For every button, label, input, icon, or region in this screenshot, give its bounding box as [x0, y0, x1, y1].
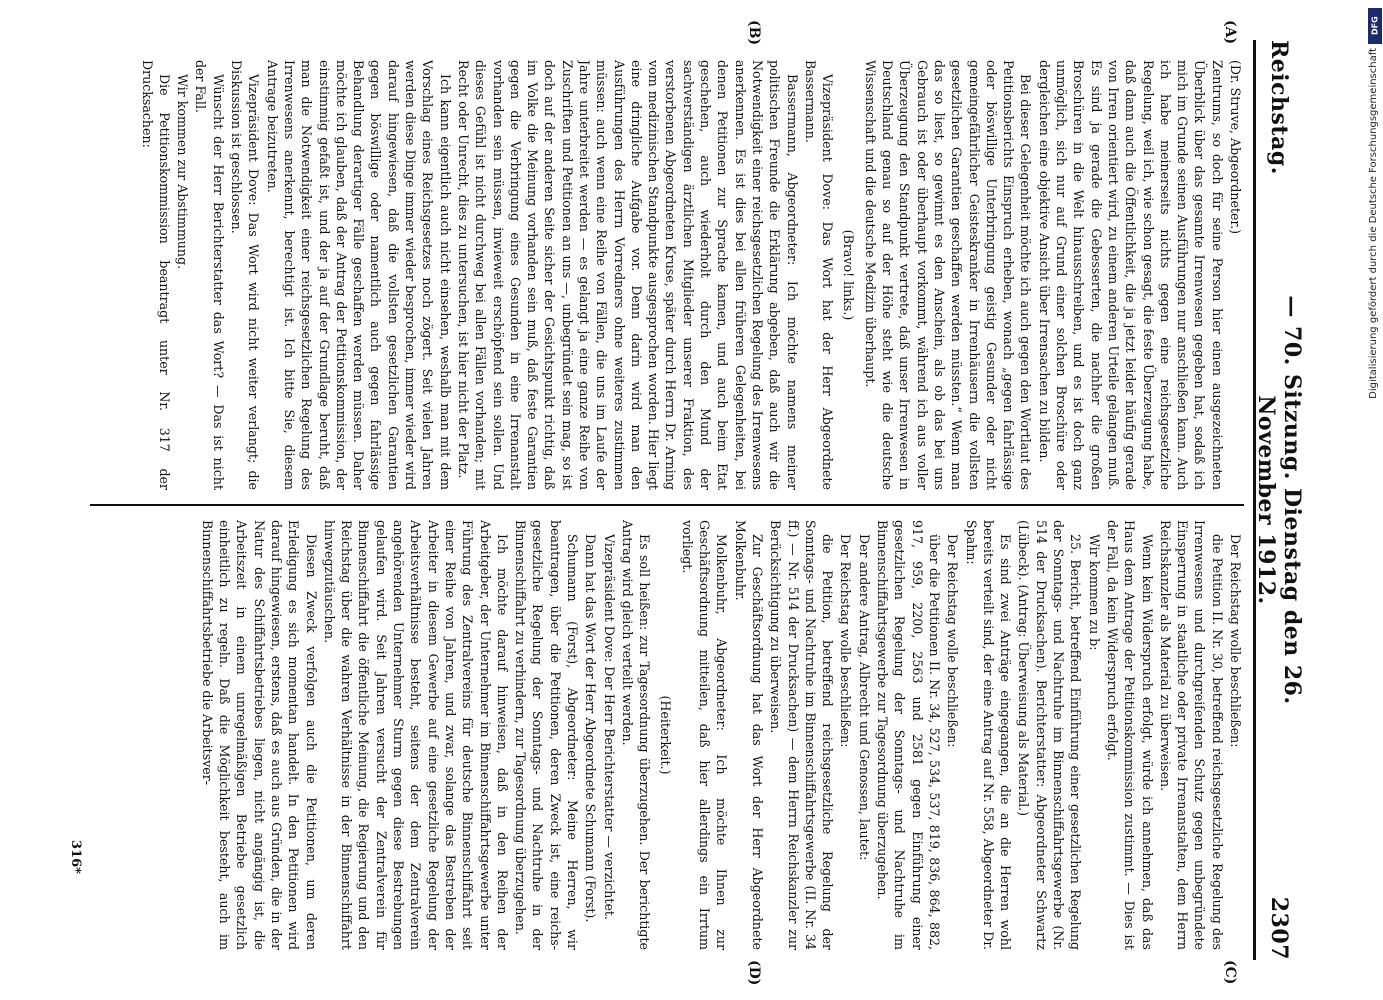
paragraph: die Petition, betreffend reichsgesetzliche Regelung der Sonntags- und Nachtruhe im Binnenschiffahrtsgewerbe (II. Nr. 34 ff.) — Nr. 514 der Drucksachen) — dem Herrn Reichskanzler zur Berücksichtigung zu überweisen. — [768, 520, 836, 950]
paragraph: Diesen Zweck verfolgen auch die Petitionen, um deren Erledigung es sich momentan handelt. In den Petitionen wird darauf hingewiesen, erstens, daß es auch aus Gründen, die in der Natur des Schiffahrtsbetriebes liegen, nicht angängig ist, die Arbeitszeit in einem unregelmäßigen Betriebe gesetzlich einheitlich zu regeln. Daß die Möglichkeit besteht, auch im Binnenschiffahrtsbetriebe die Arbeitsver- — [199, 520, 319, 950]
paragraph: Es sind zwei Anträge eingegangen, die an die Herren wohl bereits verteilt sind, der eine Antrag auf Nr. 558, Abgeordneter Dr. Spahn: — [963, 520, 1014, 950]
paragraph: Zur Geschäftsordnung hat das Wort der Herr Abgeordnete Molkenbuhr. — [732, 520, 765, 950]
paragraph: Dann hat das Wort der Herr Abgeordnete Schumann (Forst). — [583, 534, 599, 923]
applause-note: (Bravo! links.) — [841, 229, 857, 321]
credit-text: Digitalisierung gefördert durch die Deutsche Forschungsgemeinschaft — [1368, 48, 1379, 399]
paragraph: 25. Bericht, betreffend Einführung einer gesetzlichen Regelung der Sonntags- und Nachtruhe im Binnenschiffahrtsgewerbe (Nr. 514 der Drucksachen). Berichterstatter: Abgeordneter Schwartz (Lübeck). (Antrag: Überweisung als Material.) — [1016, 520, 1084, 950]
left-column — [90, 60, 1244, 490]
right-column — [90, 520, 1244, 950]
column-divider — [90, 504, 1244, 506]
paragraph: die Petition II. Nr. 30, betreffend reichsgesetzliche Regelung des Irrenwesens und durchgreifenden Schutz gegen unbegründete Einsperrung in staatliche oder private Irrenanstalten, dem Herrn Reichskanzler als Material zu überweisen. — [1157, 520, 1225, 950]
laughter-note: (Heiterkeit.) — [658, 695, 674, 775]
digitization-credit — [1344, 8, 1380, 748]
paragraph: Molkenbuhr, Abgeordneter: Ich möchte Ihnen zur Geschäftsordnung mitteilen, daß hier allerdings ein Irrtum vorliegt. — [679, 520, 730, 950]
page-number: 2307 — [1266, 896, 1292, 960]
paragraph: Der Reichstag wolle beschließen: — [1228, 534, 1243, 748]
page-header — [1253, 40, 1305, 960]
paragraph: Bei dieser Gelegenheit möchte ich auch gegen den Wortlaut des Petitionsberichts Einspruch erheben, wonach „gegen fahrlässige oder böswillige Unterbringung geistig Gesunder oder nicht gemeingefährlicher Geisteskranker in Irrenhäusern die vollsten gesetzlichen Garantien geschaffen werden müssten.“ Wenn man das so liest, so gewinnt es den Anschein, als ob das bei uns Gebrauch ist oder überhaupt vorkommt, während ich aus voller Überzeugung den Standpunkt vertrete, daß unser Irrenwesen in Deutschland genau so auf der Höhe steht wie die deutsche Wissenschaft und die deutsche Medizin überhaupt. — [862, 60, 1034, 490]
paragraph: Ich möchte darauf hinweisen, daß in den Reihen der Arbeitgeber, der Unternehmer im Binnenschiffahrtsgewerbe unter Führung des Zentralvereins für deutsche Binnenschiffahrt seit einer Reihe von Jahren, und zwar, solange das Bestreben der Arbeiter in diesem Gewerbe auf eine gesetzliche Regelung der Arbeitsverhältnisse besteht, seitens der dem Zentralverein angehörenden Unternehmer Sturm gegen diese Bestrebungen gelaufen wird. Seit Jahren versucht der Zentralverein für Binnenschiffahrt die öffentliche Meinung, die Regierung und den Reichstag über die wahren Verhältnisse in der Binnenschiffahrt hinwegzutäuschen. — [321, 520, 510, 950]
paragraph: Vizepräsident Dove: Das Wort hat der Herr Abgeordnete Bassermann. — [802, 60, 836, 490]
paragraph: Wir kommen zur Abstimmung. — [175, 74, 191, 270]
margin-mark-b: (B) — [746, 20, 762, 46]
margin-mark-a: (A) — [1222, 20, 1238, 45]
paragraph: Der Reichstag wolle beschließen: — [838, 534, 854, 748]
paragraph: Vizepräsident Dove: Das Wort wird nicht weiter verlangt; die Diskussion ist geschlossen. — [229, 60, 262, 490]
dfg-logo: DFG — [1368, 8, 1382, 44]
page-signature: 316* — [68, 840, 83, 874]
margin-mark-c: (C) — [1222, 960, 1238, 985]
paragraph: Schumann (Forst), Abgeordneter: Meine Herren, wir beantragen, über die Petitionen, deren Zweck ist, eine reichsgesetzliche Regelung der Sonntags- und Nachtruhe in der Binnenschiffahrt zu verhindern, zur Tagesordnung überzugehen. — [513, 520, 581, 950]
paragraph: Der andere Antrag, Albrecht und Genossen, lautet: — [856, 534, 872, 861]
paragraph: Die Petitionskommission beantragt unter Nr. 317 der Drucksachen: — [139, 60, 172, 490]
paragraph: Wenn kein Widerspruch erfolgt, würde ich annehmen, daß das Haus dem Antrage der Petitionskommission zustimmt. — Dies ist der Fall, da kein Widerspruch erfolgt. — [1104, 520, 1155, 950]
paragraph: Ich kann eigentlich auch nicht einsehen, weshalb man mit dem Vorschlag eines Reichsgesetzes noch zögert. Seit vielen Jahren werden diese Dinge immer wieder besprochen, immer wieder wird darauf hingewiesen, daß die vollsten gesetzlichen Garantien gegen böswillige oder namentlich auch gegen fahrlässige Behandlung derartiger Fälle geschaffen werden müssen. Daher möchte ich glauben, daß der Antrag der Petitionskommission, der einstimmig gefaßt ist, und der ja auf der Grundlage beruht, daß man die Notwendigkeit einer reichsgesetzlichen Regelung des Irrenwesens anerkennt, berechtigt ist. Ich bitte Sie, diesem Antrage beizutreten. — [264, 60, 453, 490]
paragraph: Bassermann, Abgeordneter: Ich möchte namens meiner politischen Freunde die Erklärung abgeben, daß auch wir die Notwendigkeit einer reichsgesetzlichen Regelung des Irrenwesens anerkennen. Es ist dies bei allen früheren Gelegenheiten, bei denen Petitionen zur Sprache kamen, und auch beim Etat geschehen, auch wiederholt durch den Mund der sachverständigen ärztlichen Mitglieder unserer Fraktion, des verstorbenen Abgeordneten Kruse, später durch Herrn Dr. Arning vom medizinischen Standpunkte ausgesprochen worden. Hier liegt eine dringliche Aufgabe vor. Denn darin wird man den Ausführungen des Herrn Vorredners ohne weiteres zustimmen müssen: auch wenn eine Reihe von Fällen, die uns im Laufe der Jahre unterbreitet werden — es gelangt ja eine ganze Reihe von Zuschriften und Petitionen an uns —, unbegründet sein mag, so ist doch auf der anderen Seite sicher der Gesichtspunkt richtig, daß im Volke die Meinung vorhanden sein muß, daß feste Garantien gegen die Verbringung eines Gesunden in eine Irrenanstalt vorhanden sein müssen, inwieweit erschöpfend sein sollen. Und dieses Gefühl ist nicht durchweg bei allen Fällen vorhanden; mit Recht oder Unrecht, dies zu untersuchen, ist hier nicht der Platz. — [455, 60, 800, 490]
document-page — [60, 0, 1322, 1000]
paragraph: Es soll heißen: zur Tagesordnung überzugehen. Der berichtigte Antrag wird gleich verteilt werden. — [619, 520, 653, 950]
paragraph: Wünscht der Herr Berichterstatter das Wort? — Das ist nicht der Fall. — [193, 60, 226, 490]
paragraph: über die Petitionen II. Nr. 34, 527, 534, 537, 819, 836, 864, 882, 917, 959, 2200, 2563 und 2581 gegen Einführung einer gesetzlichen Regelung der Sonntags- und Nachtruhe im Binnenschiffahrtsgewerbe zur Tagesordnung überzugehen. — [875, 520, 942, 950]
paragraph: Der Reichstag wolle beschließen: — [945, 534, 961, 748]
speaker-continuation: (Dr. Struve, Abgeordneter.) — [1228, 60, 1243, 235]
margin-mark-d: (D) — [746, 960, 762, 986]
paragraph: Zentrums, so doch für seine Person hier einen ausgezeichneten Überblick über das gesamte Irrenwesen gegeben hat, sodaß ich mich im Grunde seinen Ausführungen nur anschließen kann. Auch ich habe meinerseits nichts gegen eine reichsgesetzliche Regelung, weil ich, wie schon gesagt, die feste Überzeugung habe, daß dann auch die Öffentlichkeit, die ja jetzt leider häufig gerade von Irren orientiert wird, zu einem anderen Urteile gelangen muß. Es sind ja gerade die Gebesserten, die nachher die großen Broschüren in die Welt hinausschreiben, und es ist doch ganz unmöglich, sich nur auf Grund einer solchen Broschüre oder dergleichen eine objektive Ansicht über Irrensachen zu bilden. — [1036, 60, 1225, 490]
header-left: Reichstag. — [1266, 40, 1292, 175]
header-title: — 70. Sitzung. Dienstag den 26. November 1912. — [1253, 295, 1305, 705]
paragraph: Vizepräsident Dove: Der Herr Berichterstatter — verzichtet. — [601, 534, 617, 920]
paragraph: Wir kommen zu b: — [1086, 534, 1102, 651]
